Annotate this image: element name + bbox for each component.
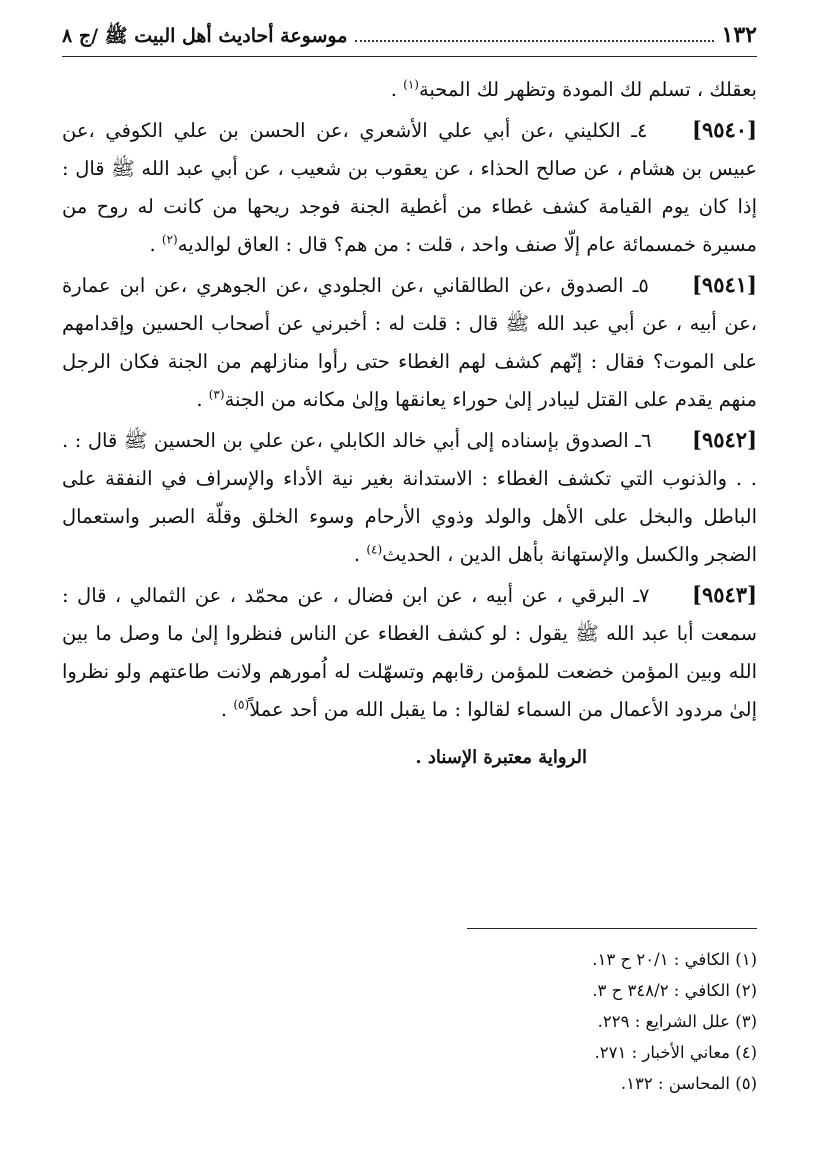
- hadith-entry: [٩٥٤١] ٥ـ الصدوق ،عن الطالقاني ،عن الجلودي ،عن الجوهري ،عن ابن عمارة ،عن أبيه ، عن أبي عبد الله ﷺ قال : قلت له : أخبرني عن أصحاب الحسين وإقدامهم على الموت؟ فقال : إنّهم كشف لهم الغطاء حتى رأوا منازلهم من الجنة فكان الرجل منهم يقدم على القتل ليبادر إلىٰ حوراء يعانقها وإلىٰ مكانه من الجنة$^{(٣)}$ .: [62, 272, 757, 411]
- chain-verdict: الرواية معتبرة الإسناد .: [415, 747, 587, 768]
- footnote-divider: [467, 928, 757, 929]
- hadith-number: [٩٥٤١]: [691, 272, 757, 297]
- footnotes-list: [592, 944, 757, 1099]
- hadith-text: ٧ـ البرقي ، عن أبيه ، عن ابن فضال ، عن محمّد ، عن الثمالي ، قال : سمعت أبا عبد الله ﷺ يقول : لو كشف الغطاء عن الناس فنظروا إلىٰ ما وصل ما بين الله وبين المؤمن خضعت للمؤمن رقابهم وتسهّلت له اُمورهم ولانت طاعتهم ولو نظروا إلىٰ مردود الأعمال من السماء لقالوا : ما يقبل الله من أحد عملاً: [62, 584, 757, 721]
- footnote: (٣) علل الشرايع : ٢٢٩.: [597, 1012, 757, 1031]
- book-title: موسوعة أحاديث أهل البيت ﷺ /ج ٨: [62, 25, 348, 47]
- footnote: (١) الكافي : ٢٠/١ ح ١٣.: [592, 950, 757, 969]
- hadith-number: [٩٥٤٢]: [692, 427, 758, 452]
- footnote-ref: (٥): [233, 697, 250, 712]
- hadith-text: ٤ـ الكليني ،عن أبي علي الأشعري ،عن الحسن بن علي الكوفي ،عن عبيس بن هشام ، عن صالح الحذاء ، عن يعقوب بن شعيب ، عن أبي عبد الله ﷺ قال : إذا كان يوم القيامة كشف غطاء من أغطية الجنة فوجد ريحها من كانت له روح من مسيرة خمسمائة عام إلّا صنف واحد ، قلت : من هم؟ قال : العاق لوالديه: [62, 119, 757, 256]
- hadith-entry: [٩٥٤٠] ٤ـ الكليني ،عن أبي علي الأشعري ،عن الحسن بن علي الكوفي ،عن عبيس بن هشام ، عن صالح الحذاء ، عن يعقوب بن شعيب ، عن أبي عبد الله ﷺ قال : إذا كان يوم القيامة كشف غطاء من أغطية الجنة فوجد ريحها من كانت له روح من مسيرة خمسمائة عام إلّا صنف واحد ، قلت : من هم؟ قال : العاق لوالديه$^{(٢)}$ .: [62, 117, 757, 256]
- opening-paragraph: بعقلك ، تسلم لك المودة وتظهر لك المحبة$^{(١)}$ .: [390, 77, 757, 101]
- footnote-ref: (٢): [161, 232, 178, 247]
- footnote-ref: (٤): [366, 542, 383, 557]
- hadith-number: [٩٥٤٣]: [692, 582, 757, 607]
- hadith-text: ٥ـ الصدوق ،عن الطالقاني ،عن الجلودي ،عن الجوهري ،عن ابن عمارة ،عن أبيه ، عن أبي عبد الله ﷺ قال : قلت له : أخبرني عن أصحاب الحسين وإقدامهم على الموت؟ فقال : إنّهم كشف لهم الغطاء حتى رأوا منازلهم من الجنة فكان الرجل منهم يقدم على القتل ليبادر إلىٰ حوراء يعانقها وإلىٰ مكانه من الجنة: [62, 274, 757, 411]
- hadith-entry: [٩٥٤٢] ٦ـ الصدوق بإسناده إلى أبي خالد الكابلي ،عن علي بن الحسين ﷺ قال : . . . والذنوب التي تكشف الغطاء : الاستدانة بغير نية الأداء والإسراف في النفقة على الباطل والبخل على الأهل والولد وذوي الأرحام وسوء الخلق وقلّة الصبر واستعمال الضجر والكسل والإستهانة بأهل الدين ، الحديث$^{(٤)}$ .: [62, 427, 758, 566]
- footnote-ref: (٣): [208, 387, 225, 402]
- header-dot-leader: [355, 39, 713, 42]
- running-header: [62, 22, 757, 57]
- page-number: ١٣٢: [721, 22, 757, 48]
- opening-text: بعقلك ، تسلم لك المودة وتظهر لك المحبة: [418, 78, 757, 101]
- book-page: [62, 22, 758, 1093]
- hadith-number: [٩٥٤٠]: [692, 117, 757, 142]
- footnote: (٤) معاني الأخبار : ٢٧١.: [594, 1043, 757, 1062]
- footnote-ref: (١): [403, 77, 419, 92]
- footnote: (٥) المحاسن : ١٣٢.: [620, 1074, 757, 1093]
- footnote: (٢) الكافي : ٣٤٨/٢ ح ٣.: [592, 981, 757, 1000]
- hadith-entry: [٩٥٤٣] ٧ـ البرقي ، عن أبيه ، عن ابن فضال ، عن محمّد ، عن الثمالي ، قال : سمعت أبا عبد الله ﷺ يقول : لو كشف الغطاء عن الناس فنظروا إلىٰ ما وصل ما بين الله وبين المؤمن خضعت للمؤمن رقابهم وتسهّلت له اُمورهم ولانت طاعتهم ولو نظروا إلىٰ مردود الأعمال من السماء لقالوا : ما يقبل الله من أحد عملاً$^{(٥)}$ .: [62, 582, 757, 721]
- hadith-text: ٦ـ الصدوق بإسناده إلى أبي خالد الكابلي ،عن علي بن الحسين ﷺ قال : . . . والذنوب التي تكشف الغطاء : الاستدانة بغير نية الأداء والإسراف في النفقة على الباطل والبخل على الأهل والولد وذوي الأرحام وسوء الخلق وقلّة الصبر واستعمال الضجر والكسل والإستهانة بأهل الدين ، الحديث: [62, 429, 757, 566]
- main-text: [62, 71, 757, 777]
